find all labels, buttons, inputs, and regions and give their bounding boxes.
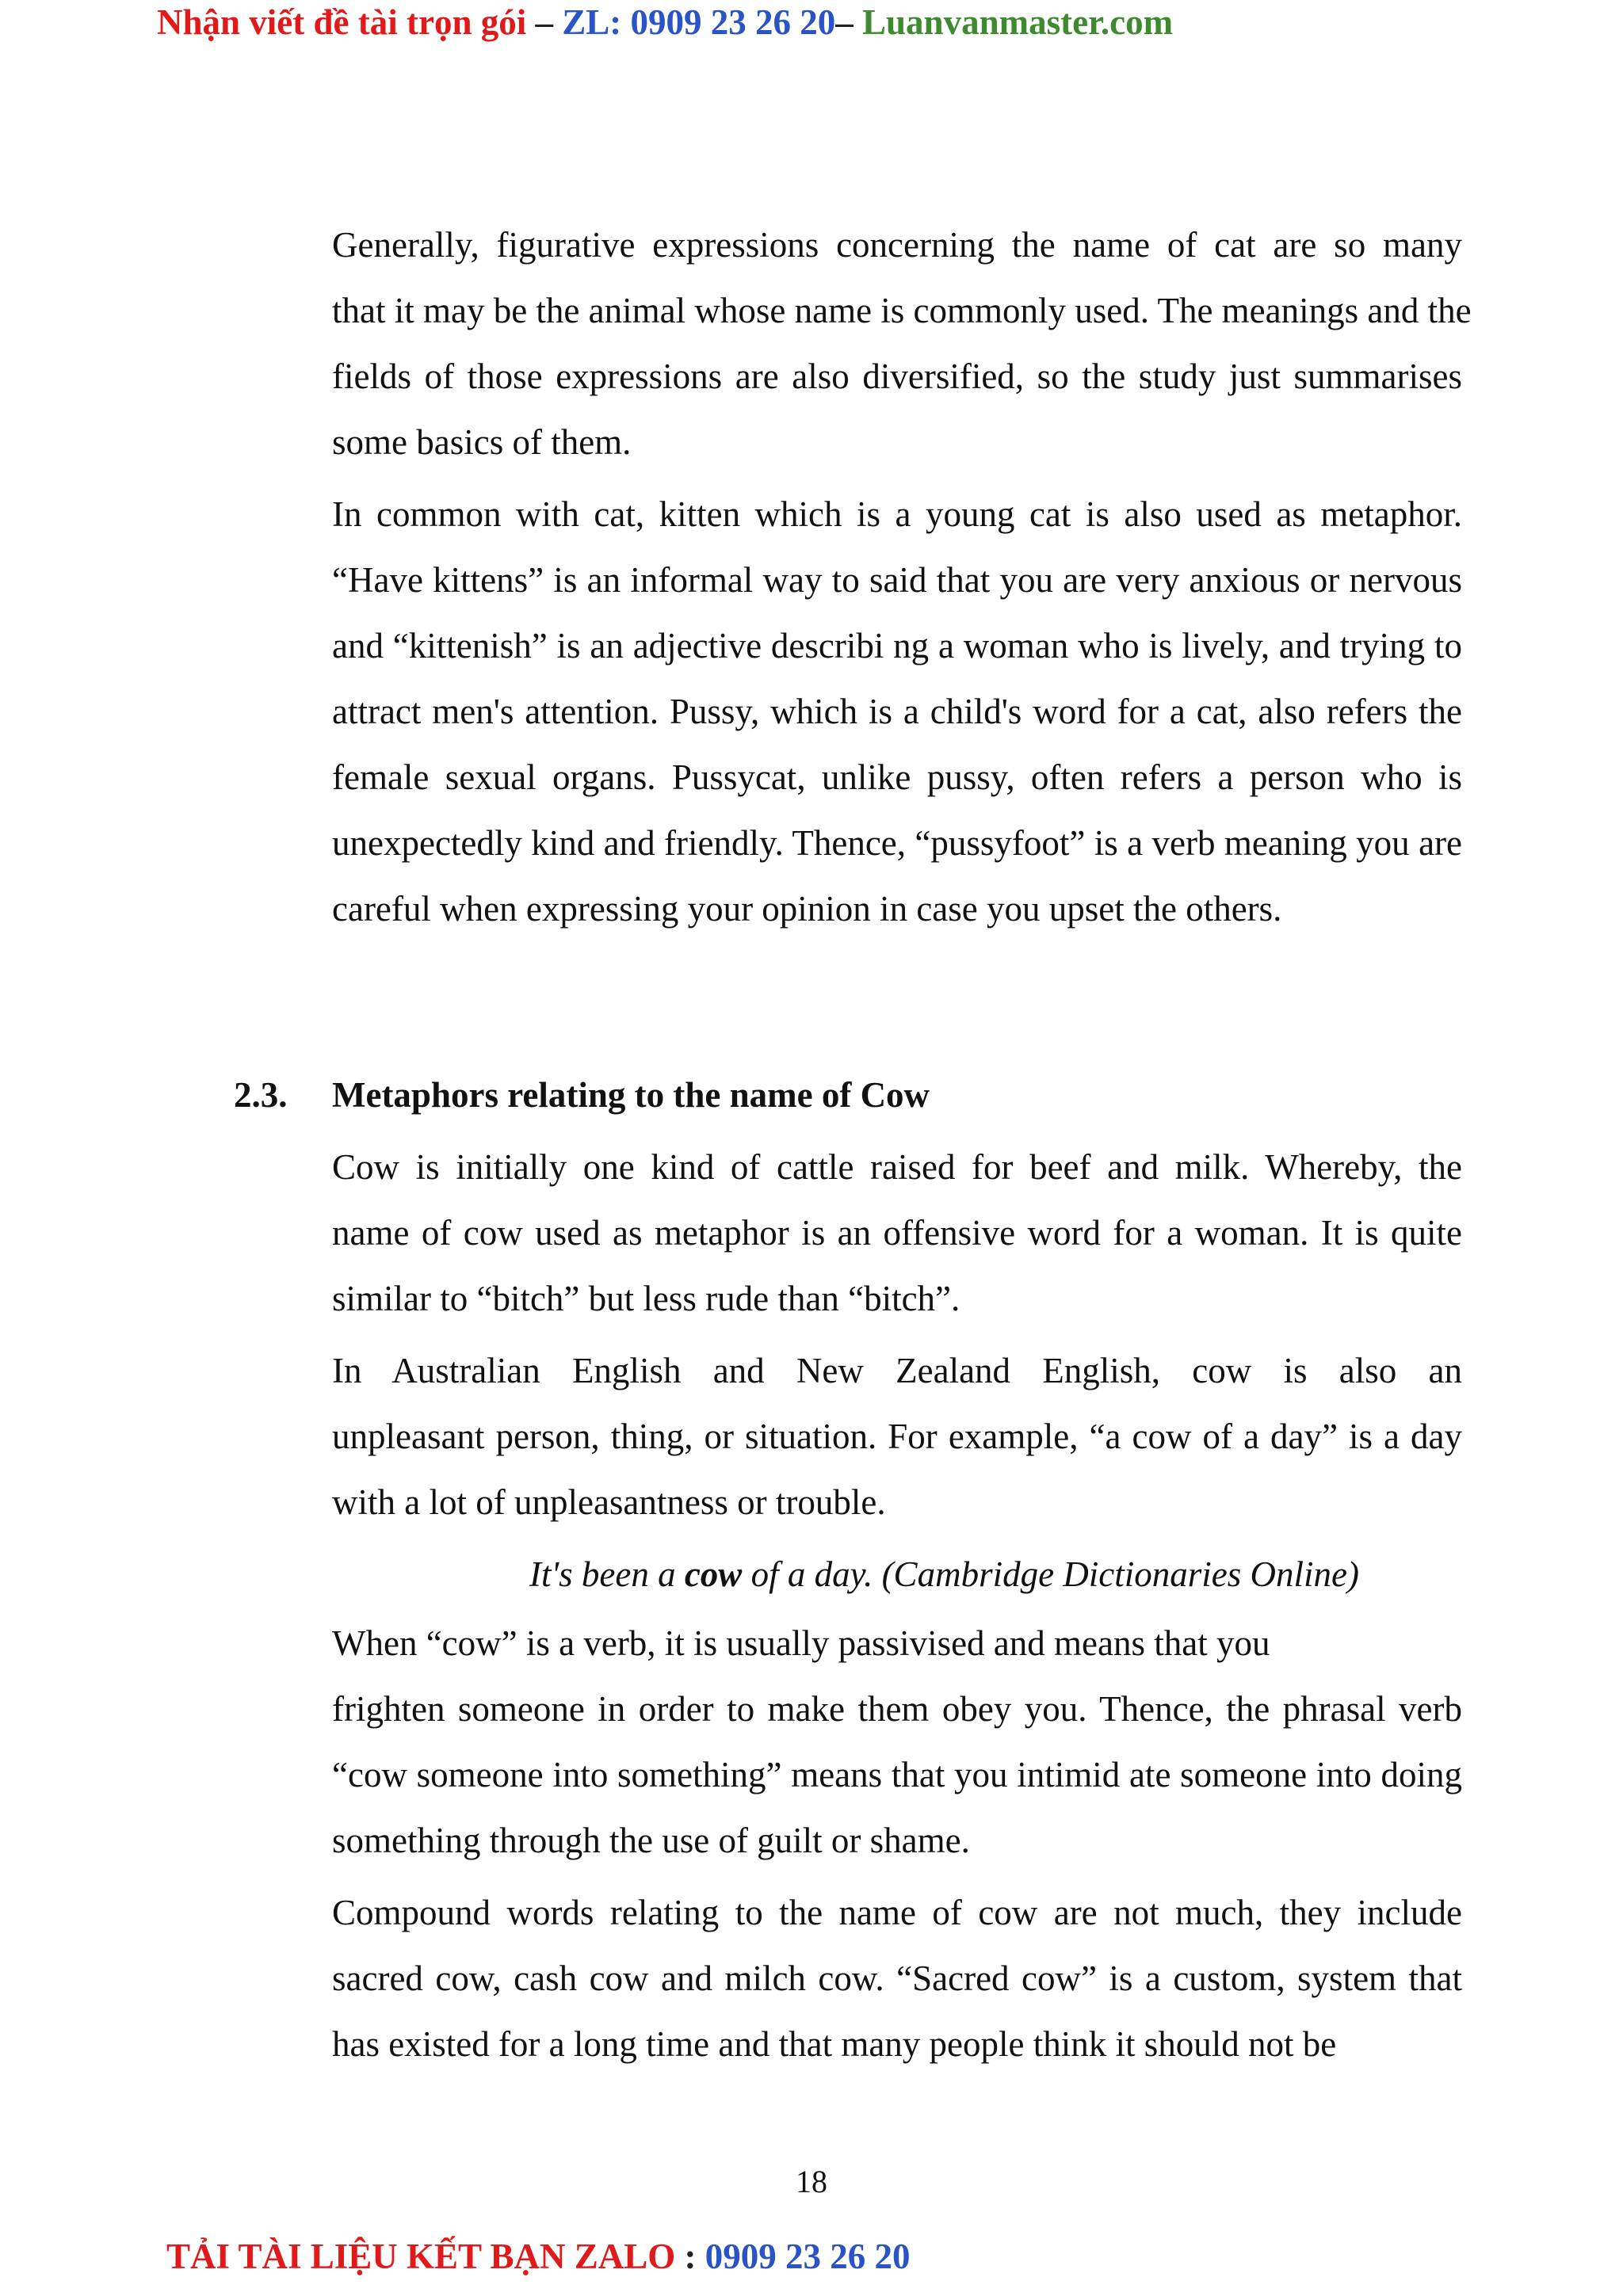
paragraph-cat-summary [234, 212, 1472, 475]
header-zalo-phone: ZL: 0909 23 26 20 [562, 2, 836, 42]
page-number: 18 [796, 2164, 827, 2199]
text-line: something through the use of guilt or shame. [332, 1821, 970, 1860]
text-line: Compound words relating to the name of cow are not much, they include [332, 1893, 1462, 1932]
header-separator: – [526, 2, 563, 42]
text-line: female sexual organs. Pussycat, unlike pussy, often refers a person who is [332, 757, 1462, 797]
example-after: of a day. (Cambridge Dictionaries Online) [742, 1554, 1359, 1594]
text-line: In common with cat, kitten which is a young cat is also used as metaphor. [332, 494, 1462, 534]
text-line: Cow is initially one kind of cattle raised for beef and milk. Whereby, the [332, 1147, 1462, 1187]
header-service-text: Nhận viết đề tài trọn gói [157, 2, 527, 42]
section-number: 2.3. [234, 1075, 288, 1115]
example-before: It's been a [529, 1554, 685, 1594]
text-line: with a lot of unpleasantness or trouble. [332, 1482, 886, 1522]
example-bold-word: cow [684, 1554, 743, 1594]
text-line: “Have kittens” is an informal way to said that you are very anxious or nervous [332, 560, 1462, 600]
section-title: Metaphors relating to the name of Cow [332, 1075, 930, 1115]
text-line: “cow someone into something” means that you intimid ate someone into doing [332, 1755, 1462, 1794]
text-line: name of cow used as metaphor is an offensive word for a woman. It is quite [332, 1213, 1462, 1253]
text-line: some basics of them. [332, 422, 632, 462]
paragraph-kitten [234, 482, 1462, 942]
text-line: frighten someone in order to make them obey you. Thence, the phrasal verb [332, 1689, 1462, 1729]
text-line: and “kittenish” is an adjective describi ng a woman who is lively, and trying to [332, 626, 1462, 666]
text-line: sacred cow, cash cow and milch cow. “Sacred cow” is a custom, system that [332, 1958, 1462, 1998]
paragraph-cow-verb [234, 1611, 1462, 1874]
text-line: has existed for a long time and that many people think it should not be [332, 2024, 1337, 2064]
example-sentence [234, 1542, 1462, 1608]
text-line: similar to “bitch” but less rude than “bitch”. [332, 1279, 960, 1318]
text-line: unexpectedly kind and friendly. Thence, “pussyfoot” is a verb meaning you are [332, 823, 1462, 863]
footer-banner [166, 2236, 911, 2277]
text-line: Generally, figurative expressions concerning the name of cat are so many [332, 225, 1462, 265]
text-line: In Australian English and New Zealand English, cow is also an [332, 1351, 1462, 1390]
section-heading [234, 1062, 1462, 1128]
document-body [234, 212, 1472, 2084]
text-line: that it may be the animal whose name is commonly used. The meanings and the [332, 291, 1472, 330]
header-banner [157, 2, 1173, 43]
text-line: When “cow” is a verb, it is usually passivised and means that you [332, 1623, 1270, 1663]
paragraph-cow-australian [234, 1338, 1462, 1535]
footer-separator: : [675, 2237, 705, 2276]
footer-download-text: TẢI TÀI LIỆU KẾT BẠN ZALO [166, 2237, 676, 2276]
text-line: attract men's attention. Pussy, which is a child's word for a cat, also refers the [332, 692, 1462, 731]
text-line: careful when expressing your opinion in case you upset the others. [332, 889, 1282, 929]
paragraph-cow-compounds [234, 1880, 1462, 2077]
paragraph-cow-intro [234, 1135, 1462, 1332]
footer-zalo-phone: 0909 23 26 20 [705, 2237, 911, 2276]
text-line: unpleasant person, thing, or situation. For example, “a cow of a day” is a day [332, 1417, 1462, 1456]
header-website: Luanvanmaster.com [862, 2, 1174, 42]
text-line: fields of those expressions are also diversified, so the study just summarises [332, 357, 1462, 396]
header-separator: – [835, 2, 863, 42]
